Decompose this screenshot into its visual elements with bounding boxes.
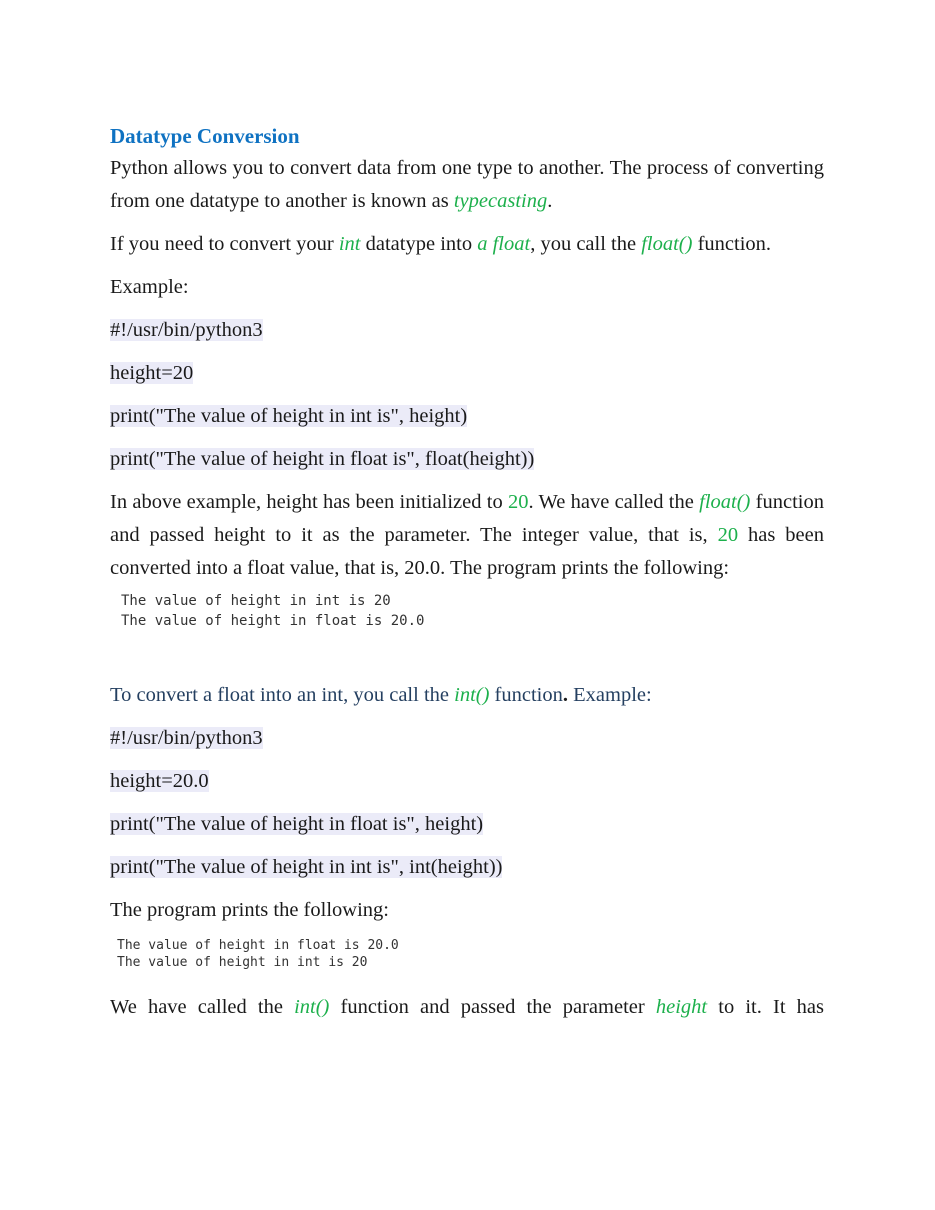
paragraph-int-explanation [110,991,824,1024]
code-line [110,722,824,755]
output-line: The value of height in int is 20 [117,955,368,970]
code-line [110,808,824,841]
text: function and passed the parameter [329,996,656,1018]
code-line [110,765,824,798]
text: . [547,190,553,212]
text: . We have called the [528,491,700,513]
text: Python allows you to convert data from one type to another. The process of converting from one datatype to another is known as [110,157,824,212]
text: In above example, height has been initialized to [110,491,508,513]
term-height: height [655,996,708,1018]
text: has been converted into a float value, that is, 20.0. The program prints the following: [110,524,824,579]
term-int-function: int() [294,996,330,1018]
text: To convert a float into an int, you call the [110,684,455,706]
text: datatype into [360,233,478,255]
code-text: print("The value of height in float is", float(height)) [110,448,535,470]
term-float-function: float() [641,233,693,255]
text: . [562,684,568,706]
value-20: 20 [717,524,739,546]
text: , you call the [530,233,642,255]
code-line [110,443,824,476]
code-text: #!/usr/bin/python3 [110,727,263,749]
text: to it. It has [707,996,824,1018]
paragraph-explanation [110,486,824,585]
document-body [110,122,824,1024]
section-heading: Datatype Conversion [110,124,300,148]
code-line [110,851,824,884]
text: If you need to convert your [110,233,339,255]
term-int-function: int() [454,684,490,706]
text: function. [692,233,772,255]
term-float-function: float() [699,491,751,513]
code-text: height=20 [110,362,194,384]
program-output-image [117,937,824,971]
code-line [110,400,824,433]
term-a-float: a float [477,233,531,255]
text: function and passed height to it as the parameter. The integer value, that is, [110,491,824,546]
example-label: Example: [110,276,189,298]
code-line [110,357,824,390]
code-text: height=20.0 [110,770,209,792]
paragraph-intro [110,152,824,218]
program-output-image [121,591,824,631]
output-line: The value of height in int is 20 [121,593,391,609]
term-int: int [338,233,361,255]
value-20: 20 [508,491,529,513]
paragraph-int-conversion [110,679,824,712]
paragraph-output-intro: The program prints the following: [110,899,389,921]
output-line: The value of height in float is 20.0 [117,938,399,953]
code-text: print("The value of height in int is", height) [110,405,468,427]
code-text: print("The value of height in float is", height) [110,813,484,835]
term-typecasting: typecasting [453,190,548,212]
text: function [489,684,563,706]
code-line [110,314,824,347]
output-line: The value of height in float is 20.0 [121,613,425,629]
code-text: #!/usr/bin/python3 [110,319,263,341]
paragraph-float [110,228,824,261]
text: Example: [568,684,652,706]
code-text: print("The value of height in int is", int(height)) [110,856,503,878]
text: We have called the [110,996,295,1018]
